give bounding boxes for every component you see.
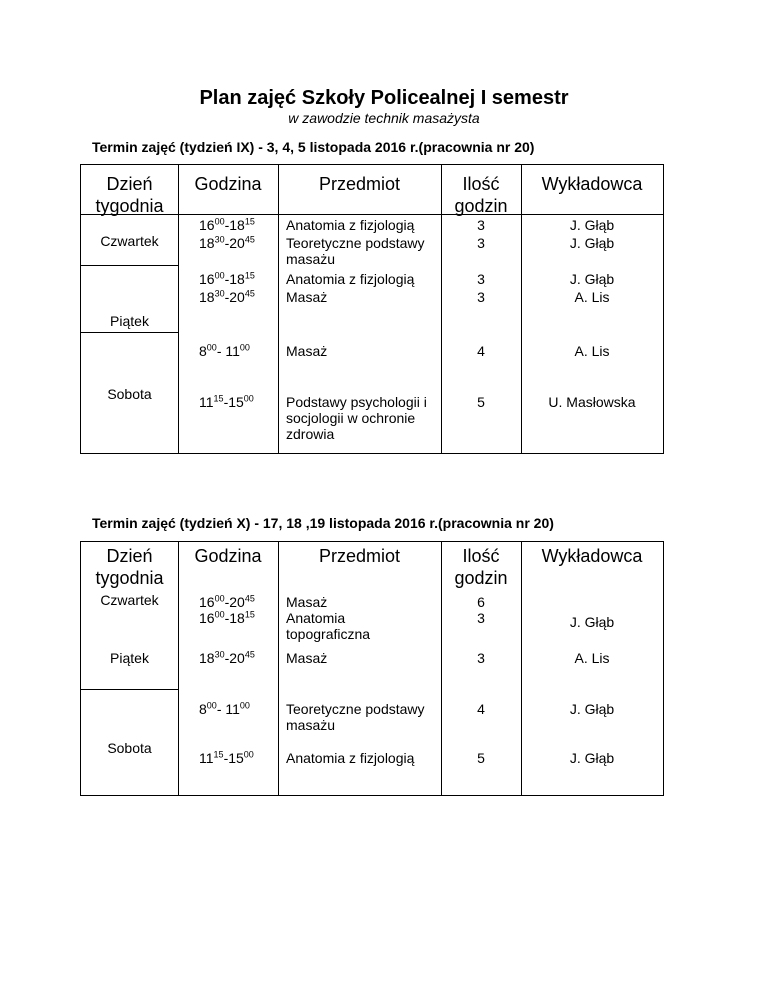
lecturer: A. Lis <box>574 289 610 305</box>
time-range: $8^{00}-$ $11^{00}$ <box>199 700 250 717</box>
time-range: $11^{15}-15^{00}$ <box>199 749 254 766</box>
header-subject: Przedmiot <box>318 174 401 194</box>
header-hours: Ilość godzin <box>454 174 508 216</box>
time-range: $18^{30}-20^{45}$ <box>199 649 255 666</box>
subject: Anatomia z fizjologią <box>286 217 415 233</box>
term-heading-week-10: Termin zajęć (tydzień X) - 17, 18 ,19 listopada 2016 r.(pracownia nr 20) <box>92 515 554 531</box>
row-divider <box>81 265 178 266</box>
hours-count: 3 <box>477 650 485 666</box>
subject: Masaż <box>286 289 328 305</box>
subject: Podstawy psychologii i socjologii w ochronie zdrowia <box>286 394 427 442</box>
hours-count: 3 <box>477 271 485 287</box>
time-range: $18^{30}-20^{45}$ <box>199 234 255 251</box>
row-divider <box>81 689 178 690</box>
column-divider <box>278 542 279 795</box>
time-range: $16^{00}-18^{15}$ <box>199 270 255 287</box>
lecturer: J. Głąb <box>569 701 615 717</box>
row-divider <box>81 332 178 333</box>
subject: Anatomia z fizjologią <box>286 750 415 766</box>
header-subject: Przedmiot <box>318 546 401 566</box>
subject: Teoretyczne podstawy masażu <box>286 701 425 733</box>
header-hours: Ilość godzin <box>454 546 508 588</box>
lecturer: J. Głąb <box>569 217 615 233</box>
header-day-label: Dzień tygodnia <box>95 174 164 216</box>
term-heading-week-9: Termin zajęć (tydzień IX) - 3, 4, 5 listopada 2016 r.(pracownia nr 20) <box>92 139 535 155</box>
lecturer: J. Głąb <box>569 235 615 251</box>
time-range: $16^{00}-18^{15}$ <box>199 216 255 233</box>
page-title: Plan zajęć Szkoły Policealnej I semestr <box>199 87 569 109</box>
header-lecturer: Wykładowca <box>541 174 643 194</box>
day-friday: Piątek <box>110 650 149 666</box>
hours-count: 3 <box>477 235 485 251</box>
lecturer: J. Głąb <box>569 271 615 287</box>
day-thursday: Czwartek <box>100 592 159 608</box>
time-range: $11^{15}-15^{00}$ <box>199 393 254 410</box>
column-divider <box>178 165 179 453</box>
lecturer: J. Głąb <box>569 750 615 766</box>
lecturer: U. Masłowska <box>548 394 636 410</box>
subject: Anatomia z fizjologią <box>286 271 415 287</box>
page-subtitle: w zawodzie technik masażysta <box>288 110 480 126</box>
header-day: Dzień tygodnia <box>95 546 164 588</box>
hours-count: 4 <box>477 343 485 359</box>
hours-count: 5 <box>477 394 485 410</box>
lecturer: A. Lis <box>574 650 610 666</box>
column-divider <box>278 165 279 453</box>
subject: Anatomia topograficzna <box>286 610 371 642</box>
hours-count: 5 <box>477 750 485 766</box>
subject: Teoretyczne podstawy masażu <box>286 235 425 267</box>
day-friday: Piątek <box>110 313 149 329</box>
hours-count: 3 <box>477 217 485 233</box>
header-time: Godzina <box>194 174 262 194</box>
time-range: $16^{00}-20^{45}$ <box>199 593 255 610</box>
time-range: $16^{00}-18^{15}$ <box>199 609 255 626</box>
header-lecturer: Wykładowca <box>541 546 643 566</box>
lecturer: J. Głąb <box>569 614 615 630</box>
subject: Masaż <box>286 343 328 359</box>
hours-count: 6 <box>477 594 485 610</box>
lecturer: A. Lis <box>574 343 610 359</box>
hours-count: 4 <box>477 701 485 717</box>
day-saturday: Sobota <box>107 386 152 402</box>
hours-count: 3 <box>477 610 485 626</box>
header-day <box>81 173 178 217</box>
subject: Masaż <box>286 594 328 610</box>
hours-count: 3 <box>477 289 485 305</box>
subject: Masaż <box>286 650 328 666</box>
column-divider <box>178 542 179 795</box>
time-range: $18^{30}-20^{45}$ <box>199 288 255 305</box>
day-saturday: Sobota <box>107 740 152 756</box>
time-range: $8^{00}-$ $11^{00}$ <box>199 342 250 359</box>
schedule-table-week-10 <box>80 541 664 796</box>
header-time: Godzina <box>194 546 262 566</box>
schedule-table-week-9 <box>80 164 664 454</box>
day-thursday: Czwartek <box>100 233 159 249</box>
